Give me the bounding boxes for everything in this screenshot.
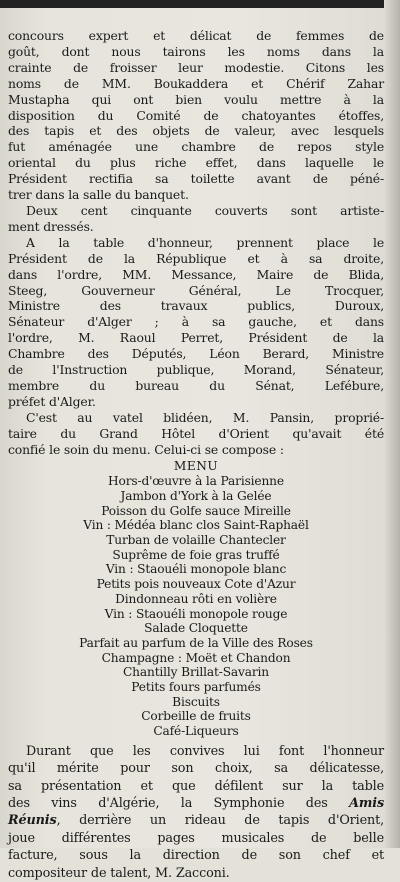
menu-item: Poisson du Golfe sauce Mireille xyxy=(101,503,291,518)
text-line: taire du Grand Hôtel d'Orient qu'avait été xyxy=(8,425,384,441)
text-line: préfet d'Alger. xyxy=(8,393,96,409)
menu-item: Biscuits xyxy=(172,694,220,709)
text-line: C'est au vatel blidéen, M. Pansin, proprié- xyxy=(26,409,384,425)
text-line: Président de la République et à sa droite, xyxy=(8,250,384,266)
text-line: dans l'ordre, MM. Messance, Maire de Blida, xyxy=(8,266,384,282)
text-line: Steeg, Gouverneur Général, Le Trocquer, xyxy=(8,282,384,298)
menu-item: Café-Liqueurs xyxy=(153,724,239,739)
text-line: noms de MM. Boukaddera et Chérif Zahar xyxy=(8,75,384,91)
text-line xyxy=(8,812,384,829)
text-line: crainte de froisser leur modestie. Citons les xyxy=(8,59,384,75)
menu-item: Salade Cloquette xyxy=(144,621,248,636)
text-line: goût, dont nous tairons les noms dans la xyxy=(8,43,384,59)
article-column xyxy=(8,28,384,882)
paragraph-vatel xyxy=(8,410,384,458)
page-edge-shadow xyxy=(384,0,400,848)
menu-item: Parfait au parfum de la Ville des Roses xyxy=(79,635,313,650)
text-line: joue différentes pages musicales de belle xyxy=(8,830,384,846)
paragraph-symphonie xyxy=(8,743,384,882)
text-line: oriental du plus riche effet, dans laquelle le xyxy=(8,155,384,171)
menu-item: Champagne : Moët et Chandon xyxy=(101,650,291,665)
text-line: facture, sous la direction de son chef et xyxy=(8,848,384,864)
text-line: concours expert et délicat de femmes de xyxy=(8,28,384,43)
menu-item: Hors-d'œuvre à la Parisienne xyxy=(108,474,284,489)
text-fragment: , derrière un rideau de tapis d'Orient, xyxy=(56,813,384,829)
text-line: membre du bureau du Sénat, Lefébure, xyxy=(8,377,384,393)
paragraph-couverts xyxy=(8,203,384,235)
top-rule xyxy=(0,0,384,8)
text-line: A la table d'honneur, prennent place le xyxy=(26,234,384,250)
text-line: ment dressés. xyxy=(8,218,94,234)
paragraph-decoration xyxy=(8,28,384,203)
menu-item: Jambon d'York à la Gelée xyxy=(120,488,272,503)
text-line: de l'Instruction publique, Morand, Sénateur, xyxy=(8,362,384,378)
text-line: Ministre des travaux publics, Duroux, xyxy=(8,298,384,314)
text-line: Deux cent cinquante couverts sont artiste- xyxy=(26,202,384,218)
menu-item: Chantilly Brillat-Savarin xyxy=(123,665,269,680)
text-line: Chambre des Députés, Léon Berard, Ministre xyxy=(8,346,384,362)
menu-item: Corbeille de fruits xyxy=(141,709,251,724)
text-line: Mustapha qui ont bien voulu mettre à la xyxy=(8,91,384,107)
text-line: disposition du Comité de chatoyantes étoffes, xyxy=(8,107,384,123)
text-line: Président rectifia sa toilette avant de péné- xyxy=(8,171,384,187)
menu-item: Petits fours parfumés xyxy=(131,680,261,695)
menu-item: Turban de volaille Chantecler xyxy=(106,532,286,547)
menu-item: Petits pois nouveaux Cote d'Azur xyxy=(96,577,296,592)
paragraph-table-honneur xyxy=(8,235,384,410)
text-line: l'ordre, M. Raoul Perret, Président de la xyxy=(8,330,384,346)
ensemble-name: Amis xyxy=(349,796,385,812)
text-line: Sénateur d'Alger ; à sa gauche, et dans xyxy=(8,314,384,330)
text-line: compositeur de talent, M. Zacconi. xyxy=(8,865,230,881)
text-line: qu'il mérite pour son choix, sa délicatesse, xyxy=(8,761,384,777)
ensemble-name: Réunis xyxy=(8,813,57,829)
text-line xyxy=(8,795,384,812)
text-line: Durant que les convives lui font l'honneur xyxy=(26,743,384,759)
menu-item: Suprême de foie gras truffé xyxy=(112,547,280,562)
menu-item: Vin : Staouéli monopole blanc xyxy=(105,562,287,577)
menu-item: Dindonneau rôti en volière xyxy=(115,591,277,606)
menu-item: Vin : Staouéli monopole rouge xyxy=(104,606,288,621)
text-line: sa présentation et que défilent sur la table xyxy=(8,778,384,794)
text-line: trer dans la salle du banquet. xyxy=(8,187,189,203)
text-line: confié le soin du menu. Celui-ci se compose : xyxy=(8,441,284,457)
text-line: des tapis et des objets de valeur, avec lesquels xyxy=(8,123,384,139)
menu xyxy=(8,459,384,738)
menu-title: MENU xyxy=(173,459,219,474)
menu-item: Vin : Médéa blanc clos Saint-Raphaël xyxy=(83,518,309,533)
text-fragment: des vins d'Algérie, la Symphonie des xyxy=(8,796,328,812)
text-line: fut aménagée une chambre de repos style xyxy=(8,139,384,155)
